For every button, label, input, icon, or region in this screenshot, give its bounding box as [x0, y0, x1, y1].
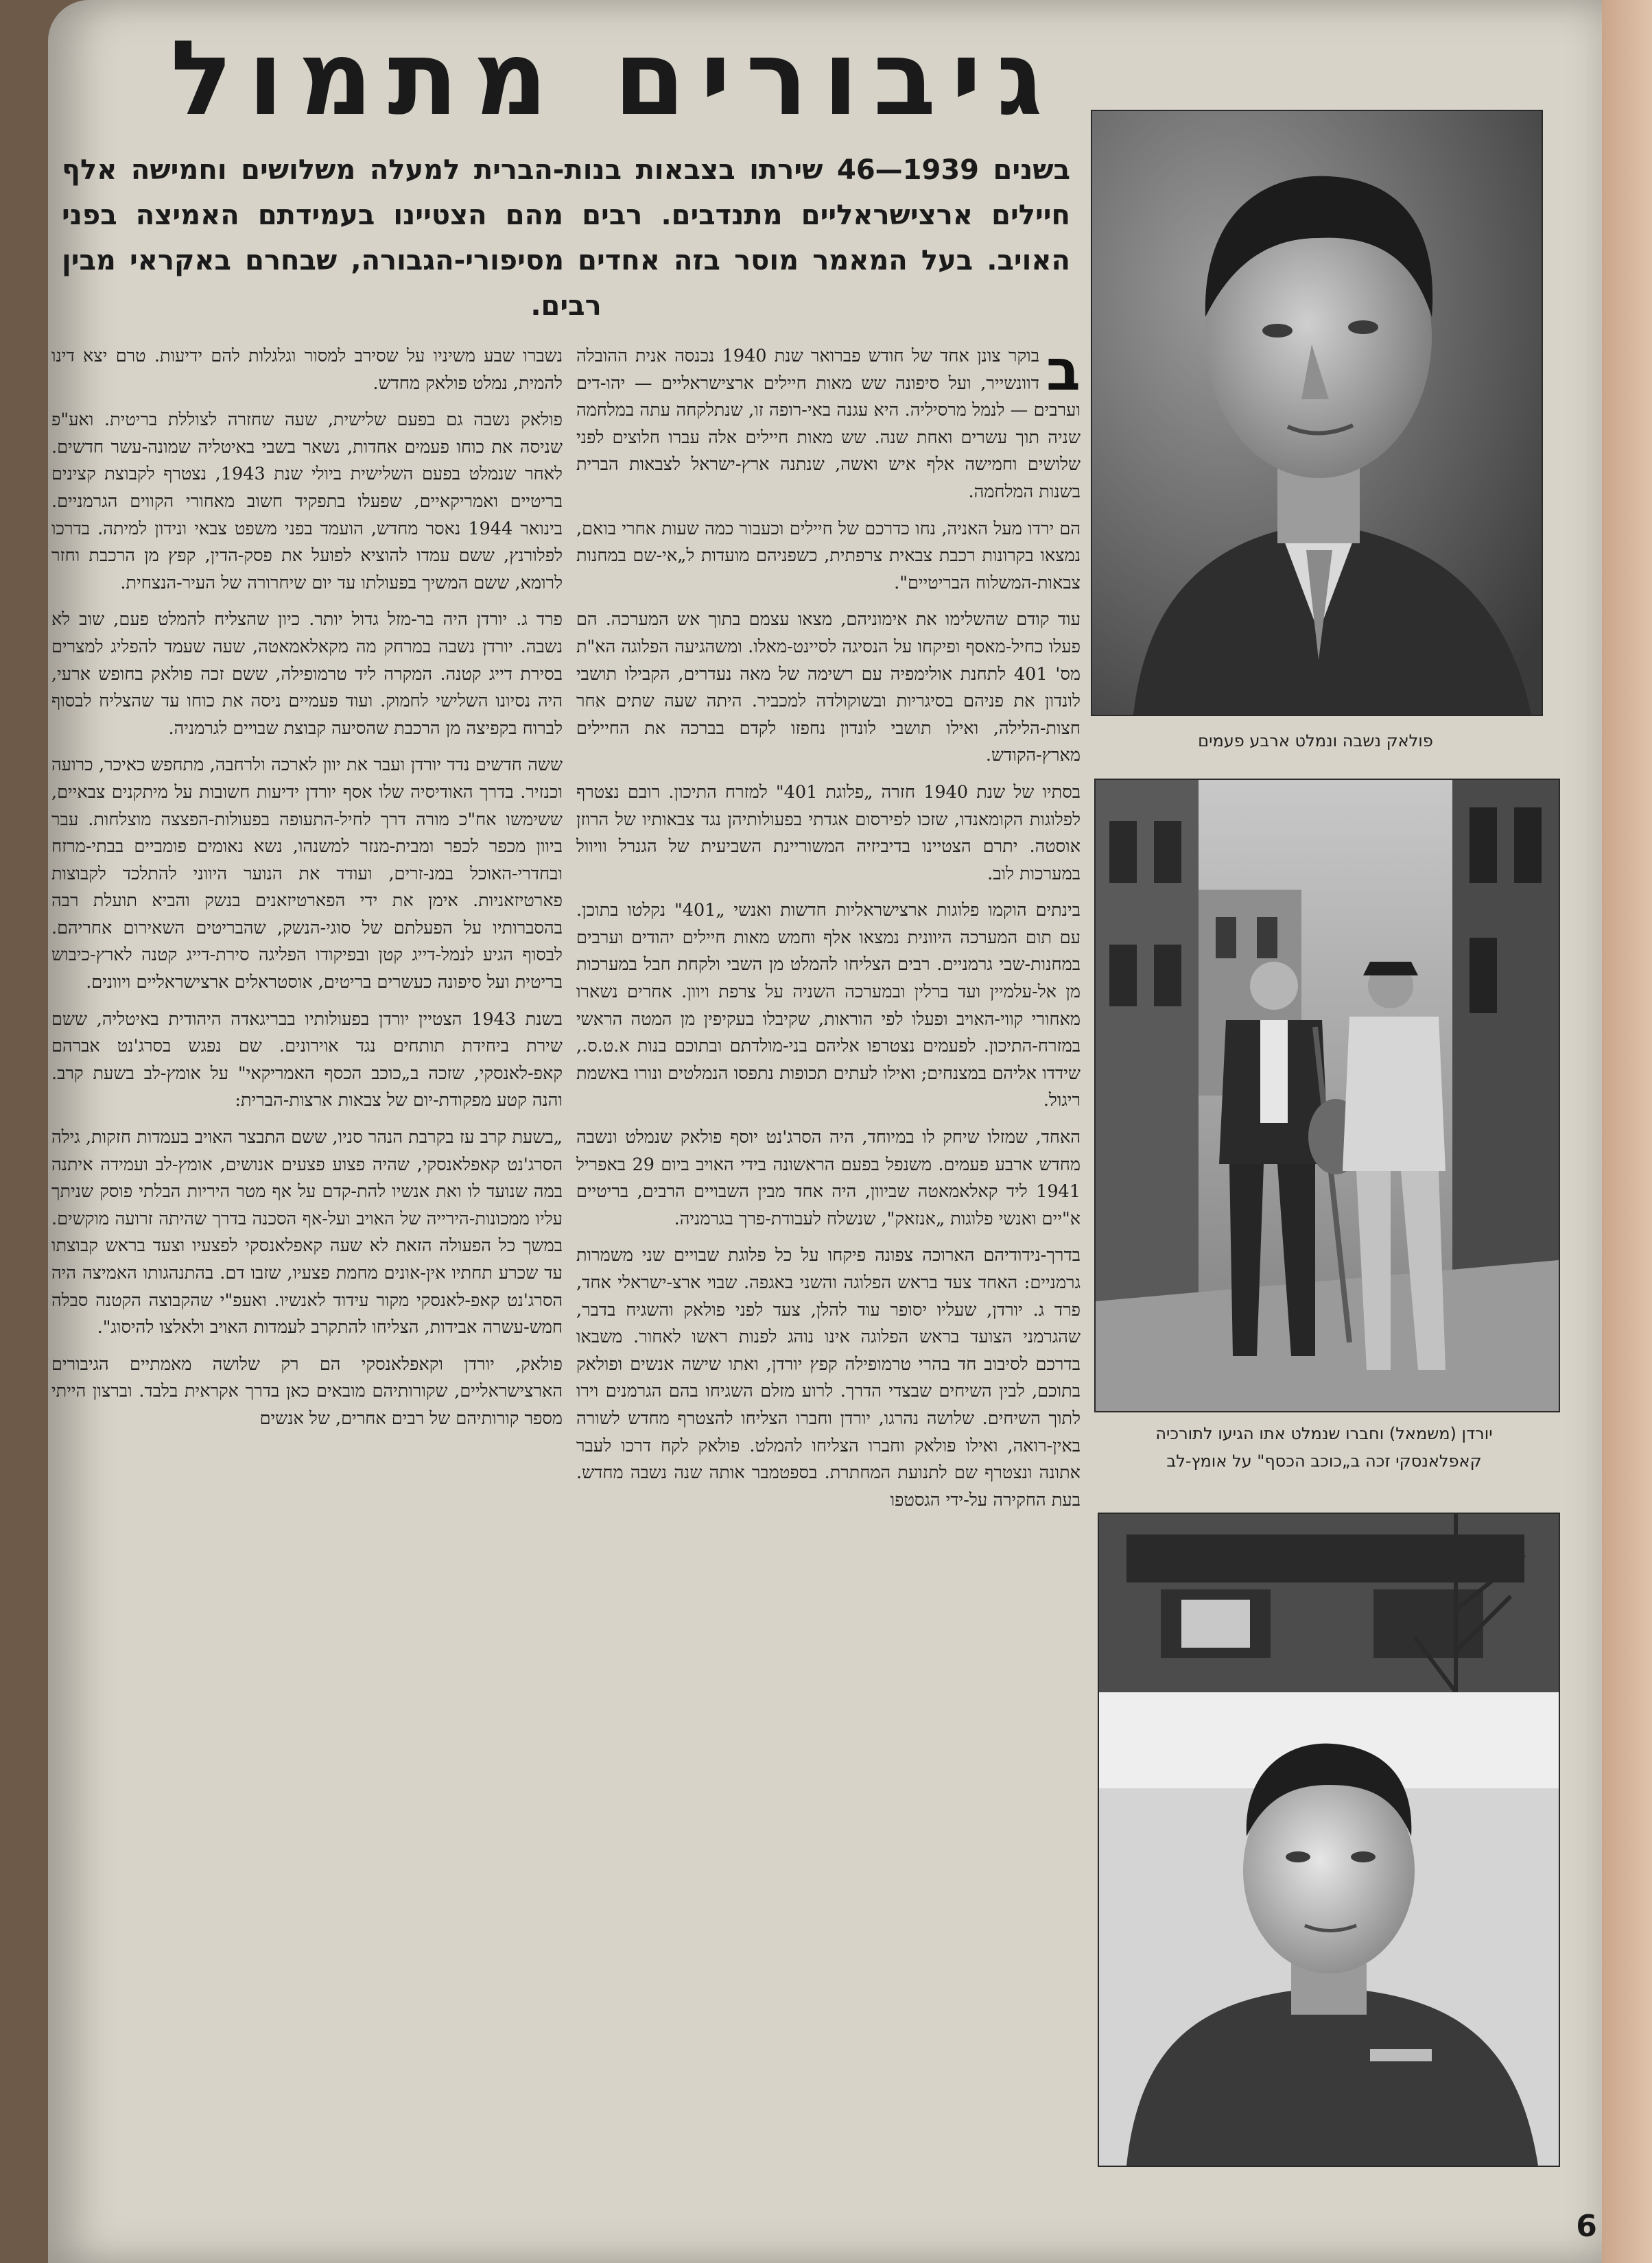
paragraph: בסתיו של שנת 1940 חזרה „פלוגת 401" למזרח התיכון. רובם נצטרף לפלוגות הקומאנדו, שזכו לפירסום אגדתי בפעולותיהן נגד צבאותיו של הרוזן אוסטה. יתרם הצטיינו בדיביזיה המשוריינת השביעית של הגנרל וויוול במערכות לוב. [576, 781, 1081, 884]
street-photo-jordan [1094, 779, 1560, 1412]
paragraph: פרד ג. יורדן היה בר-מזל גדול יותר. כיון שהצליח להמלט פעם, שוב לא נשבה. יורדן נשבה במרחק מה מקאלאמאטה, שעה שעמד להפליג למצרים בסירת דייג קטנה. המקרה ליד טרמופילה, ששם זכה פולאק בחופש ארעי, היה נסיונו השלישי לחמוק. ועוד פעמיים ניסה את כוחו עד שהצליח לבסוף לברוח בקפיצה מן הרכבת שהסיעה קבוצת שבויים לגרמניה. [51, 609, 563, 739]
paragraph: ששה חדשים נדד יורדן ועבר את יוון לארכה ולרחבה, מתחפש כאיכר, כרועה וכנזיר. בדרך האודיסיה שלו אסף יורדן ידיעות חשובות על מיתקנים צבאיים, ששימשו אח"כ מורה דרך לחיל-התעופה בפעולות-הפצצה מוצלחות. עבר ביוון מכפר לכפר ומבית-מנזר למשנהו, נשא נאומים פומביים בבתי-מרזח ובחדרי-האוכל במנ-זרים, ועודד את הנוער היווני להתלכד לקבוצות פארטיזאניות. אימן את ידי הפארטיזאנים בנשק והביא תועלת רבה בהסברותיו על הפעלתם של סוגי-הנשק, שהבריטים השאירום אחריהם. לבסוף הגיע לנמל-דייג קטן ובפיקודו הפליגה סירת-דייג קטנה לארץ-כיבוש בריטית ועל סיפונה כעשרים בריטים, אוסטראלים ארצישראליים ויוונים. [51, 755, 563, 993]
quote-paragraph: „בשעת קרב עז בקרבת הנהר סניו, ששם התבצר האויב בעמדות חזקות, גילה הסרג'נט קאפלאנסקי, שהיה פצוע פצעים אנושים, אומץ-לב ועמידה איתנה במה שנועד לו ואת אנשיו להת-קדם על אף מטר היריות הבלתי פוסק שניתך עליו ממכונות-הירייה של האויב ועל-אף הסכנה בדרך שהיתה זרועה מוקשים. במשך כל הפעולה הזאת לא שעה קאפלאנסקי לפצעיו וצעד בראש קבוצתו עד שכרע תחתיו אין-אונים מחמת פצעיו, שזבו דם. בהתנהגותו האמיצה היה הסרג'נט קאפ-לאנסקי מקור עידוד לאנשיו. ואעפ"י שהקבוצה הקטנה סבלה חמש-עשרה אבידות, הצליחו להתקרב לעמדות האויב ולאלצו להיסוג". [51, 1127, 563, 1338]
street-photo-jordan-icon [1096, 780, 1559, 1411]
intro-paragraph: בשנים 1939—46 שירתו בצבאות בנות-הברית למעלה משלושים וחמישה אלף חיילים ארצישראליים מתנדבים. רבים מהם הצטיינו בעמידתם האמיצה בפני האויב. בעל המאמר מוסר בזה אחדים מסיפורי-הגבורה, שבחרם באקראי מבין רבים. [62, 154, 1070, 322]
paragraph: עוד קודם שהשלימו את אימוניהם, מצאו עצמם בתוך אש המערכה. הם פעלו כחיל-מאסף ופיקחו על הנסיגה לסיינט-מאלו. ומשהגיעה הפלוגה הא"ת מס' 401 לתחנת אולימפיה עם רשימה של מאה נעדרים, הקבילו תושבי לונדון את פניהם בסיגריות ובשוקולדה למכביר. היתה שעה שתים אחר חצות-הלילה, ואילו תושבי לונדון נחפזו לקדם בברכה את החיילים מארץ-הקודש. [576, 609, 1081, 766]
article-column-middle [576, 343, 1081, 2106]
page-number: 6 [1576, 2209, 1597, 2244]
drop-cap: ב [1046, 343, 1081, 403]
portrait-photo-polak [1091, 110, 1543, 716]
paragraph: פולאק, יורדן וקאפלאנסקי הם רק שלושה מאמתיים הגיבורים הארצישראליים, שקורותיהם מובאים כאן בדרך אקראית בלבד. וברצון הייתי מספר קורותיהם של רבים אחרים, של אנשים [51, 1353, 563, 1429]
caption-line: יורדן (משמאל) וחברו שנמלט אתו הגיעו לתורכיה [1155, 1424, 1493, 1443]
article-column-left [51, 343, 563, 2223]
headline: גיבורים מתמול [170, 19, 1058, 139]
photo-caption [1084, 1420, 1564, 1475]
paragraph: בוקר צונן אחד של חודש פברואר שנת 1940 נכנסה אנית ההובלה דוונשייר, ועל סיפונה שש מאות חיילים ארצישראליים — יהו-דים וערבים — לנמל מרסיליה. היא עגנה באי-רופה זו, שנתלקחה עתה במלחמה שניה תוך עשרים ואחת שנה. שש מאות חיילים אלה עברו חלוצים לפני שלושים וחמישה אלף איש ואשה, שנתנה ארץ-ישראל לצבאות הברית בשנות המלחמה. [576, 346, 1081, 502]
paragraph: הם ירדו מעל האניה, נחו כדרכם של חיילים וכעבור כמה שעות אחרי בואם, נמצאו בקרונות רכבת צבאית צרפתית, כשפניהם מועדות ל„אי-שם במחנות צבאות-המשלוח הבריטיים". [576, 518, 1081, 593]
paragraph: בינתים הוקמו פלוגות ארצישראליות חדשות ואנשי „401" נקלטו בתוכן. עם תום המערכה היוונית נמצאו אלף וחמש מאות חיילים יהודים וערבים במחנות-שבי גרמניים. רבים הצליחו להמלט מן השבי ולקחת חבל במערכות מן אל-עלמיין ועד ברלין ובמערכה השניה על צרפת ויוון. אחרים נשארו מאחורי קווי-האויב ופעלו לפי הוראות, שקיבלו בעקיפין מן המטה הראשי במזרח-התיכון. לפעמים נצטרפו אליהם בני-מולדתם ובתוכם בנות א.ט.ס., שידדו אליהם במצנחים; ואילו לעתים תכופות נתפסו הנמלטים ונורו באשמת ריגול. [576, 900, 1081, 1111]
paragraph: האחד, שמזלו שיחק לו במיוחד, היה הסרג'נט יוסף פולאק שנמלט ונשבה מחדש ארבע פעמים. משנפל בפעם הראשונה בידי האויב ביום 29 באפריל 1941 ליד קאלאמאטה שביוון, היה אחד מבין השבויים הרבים, בריטיים א"יים ואנשי פלוגות „אנזאק", שנשלח לעבודת-פרך בגרמניה. [576, 1127, 1081, 1229]
paragraph: בדרך-נידודיהם הארוכה צפונה פיקחו על כל פלוגת שבויים שני משמרות גרמניים: האחד צעד בראש הפלוגה והשני באגפה. שבוי ארצ-ישראלי אחד, פרד ג. יורדן, שעליו יסופר עוד להלן, צעד לפני פולאק והשגיח בדבר, שהגרמני הצועד בראש הפלוגה אינו נוהג לפנות ראשו לאחור. משבאו בדרכם לסיבוב חד בהרי טרמופילה קפץ יורדן, ואתו שישה אנשים ופולאק בתוכם, לבין השיחים שבצדי הדרך. לרוע מזלם השגיחו בהם הגרמנים וירו לתוך השיחים. שלושה נהרגו, יורדן וחברו הצליחו להצטרף מחדש לשורה באין-רואה, ואילו פולאק וחברו הצליחו להמלט. פולאק לקח דרכו לעבר אתונה ונצטרף שם לתנועת המחתרת. בספטמבר אותה שנה נשבה מחדש. בעת החקירה על-ידי הגסטפו [576, 1245, 1081, 1510]
photo-caption: פולאק נשבה ונמלט ארבע פעמים [1198, 731, 1433, 750]
paragraph: פולאק נשבה גם בפעם שלישית, שעה שחזרה לצוללת בריטית. ואע"פ שניסה את כוחו פעמים אחדות, נשאר בשבי באיטליה שמונה-עשר חדשים. לאחר שנמלט בפעם השלישית ביולי שנת 1943, נצטרף לקבוצת קצינים בריטיים ואמריקאיים, שפעלו בתפקיד חשוב מאחורי הקווים הגרמניים. בינואר 1944 נאסר מחדש, הועמד בפני משפט צבאי ונידון למיתה. בדרכו לפלורנץ, ששם עמדו להוציא לפועל את פסק-הדין, קפץ מן הרכבת וחזר לרומא, ששם המשיך בפעולתו עד יום שיחרורה של העיר-הנצחית. [51, 410, 563, 593]
paragraph: נשברו שבע משיניו על שסירב למסור וגלגלות להם ידיעות. טרם יצא דינו להמית, נמלט פולאק מחדש. [51, 346, 563, 394]
portrait-photo-kaplansky-icon [1099, 1514, 1559, 2166]
next-page-edge [1602, 0, 1652, 2263]
caption-line: קאפלאנסקי זכה ב„כוכב הכסף" על אומץ-לב [1166, 1452, 1482, 1471]
portrait-photo-polak-icon [1092, 111, 1542, 715]
portrait-photo-kaplansky [1098, 1513, 1560, 2167]
paragraph: בשנת 1943 הצטיין יורדן בפעולותיו בבריגאדה היהודית באיטליה, ששם שירת ביחידת תותחים נגד אוירונים. שם נפגש בסרג'נט אברהם קאפ-לאנסקי, שזכה ב„כוכב הכסף האמריקאי" על אומץ-לב בשעת קרב. והנה קטע מפקודת-יום של צבאות ארצות-הברית: [51, 1008, 563, 1111]
